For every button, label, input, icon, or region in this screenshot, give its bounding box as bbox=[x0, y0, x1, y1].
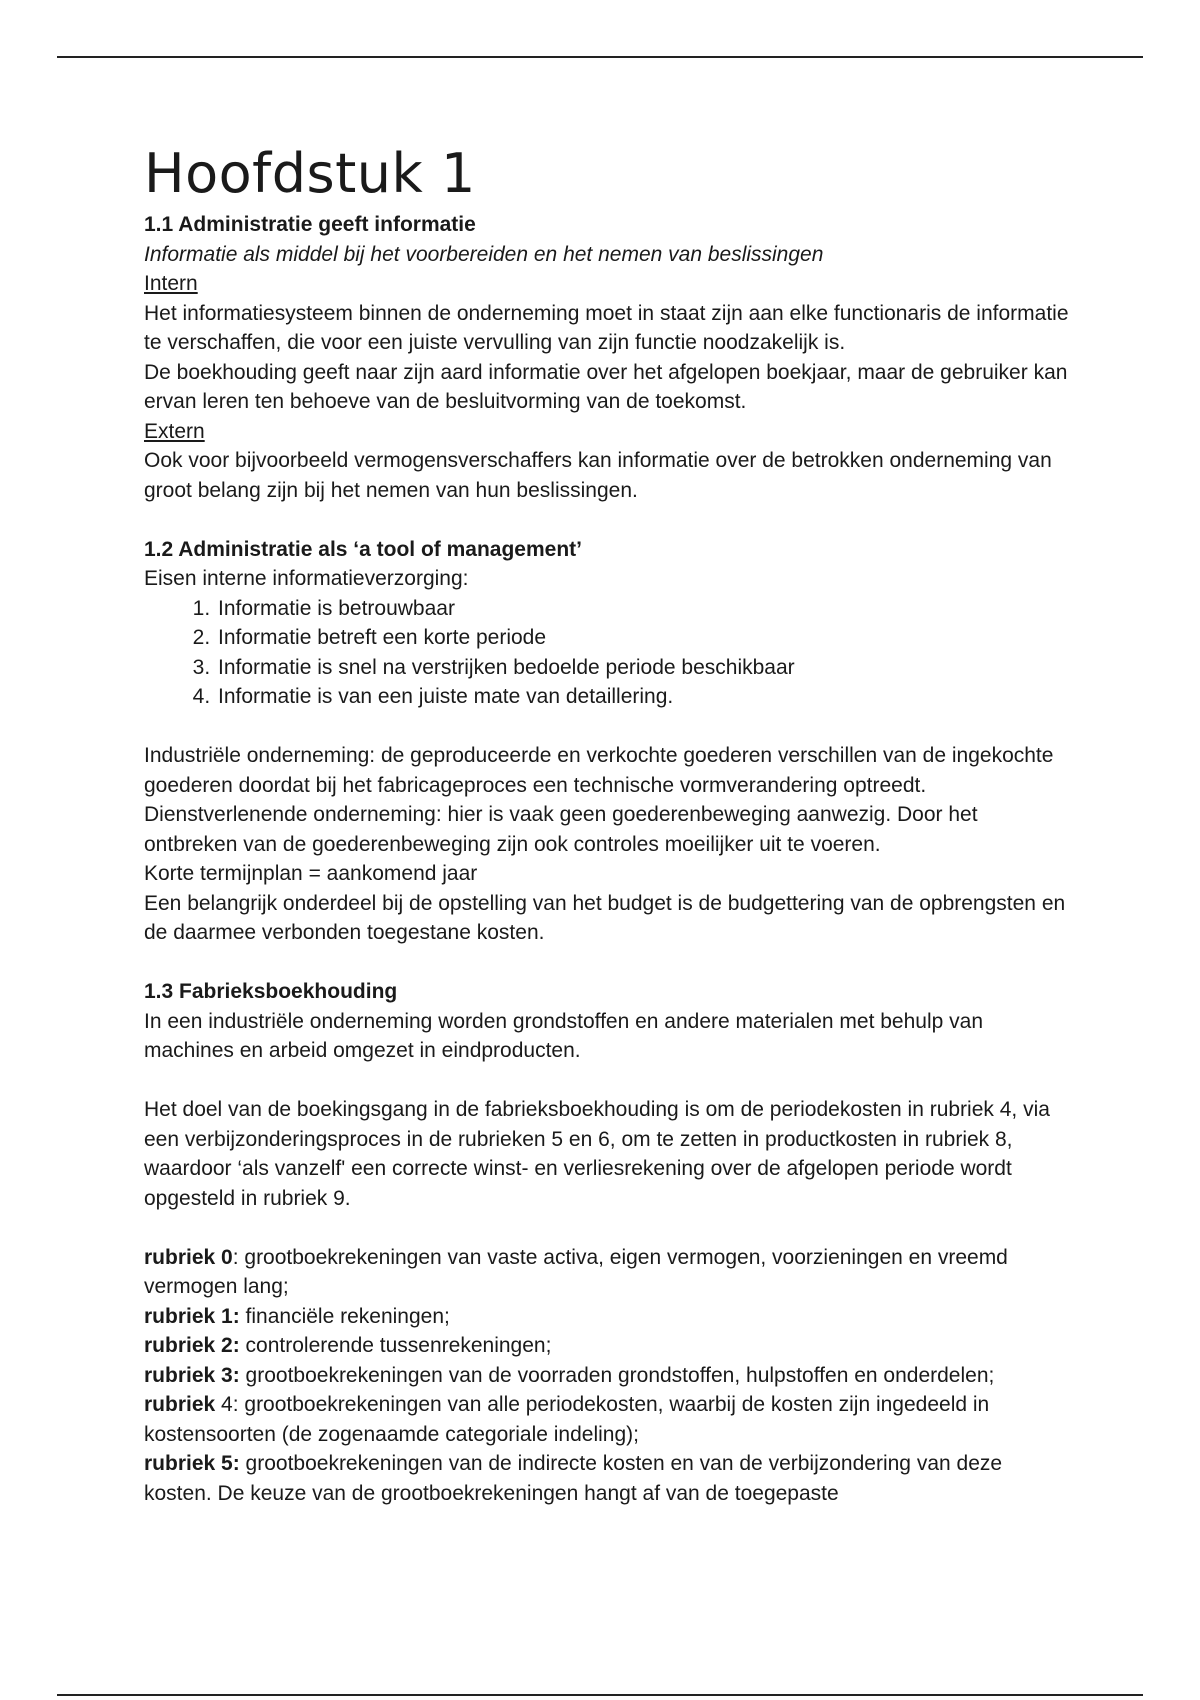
page-title: Hoofdstuk 1 bbox=[144, 142, 476, 205]
rubriek-text: : grootboekrekeningen van vaste activa, eigen vermogen, voorzieningen en vreemd vermogen lang; bbox=[144, 1245, 1008, 1298]
rubriek-0 bbox=[144, 1243, 1074, 1302]
short-term-plan: Korte termijnplan = aankomend jaar bbox=[144, 862, 478, 885]
list-item: 4. Informatie is van een juiste mate van detaillering. bbox=[216, 682, 1074, 712]
rubriek-text: financiële rekeningen; bbox=[239, 1304, 450, 1328]
section-1-subtitle: Informatie als middel bij het voorbereiden en het nemen van beslissingen bbox=[144, 242, 824, 266]
requirements-list bbox=[144, 594, 1074, 712]
section-3-paragraph-1: In een industriële onderneming worden grondstoffen en andere materialen met behulp van machines en arbeid omgezet in eindproducten. bbox=[144, 1009, 984, 1062]
intern-paragraph-1: Het informatiesysteem binnen de onderneming moet in staat zijn aan elke functionaris de informatie te verschaffen, die voor een juiste vervulling van zijn functie noodzakelijk is. bbox=[144, 301, 1069, 354]
section-2-intro: Eisen interne informatieverzorging: bbox=[144, 567, 469, 590]
section-1-heading: 1.1 Administratie geeft informatie bbox=[144, 213, 476, 236]
rubriek-label: rubriek 2: bbox=[144, 1334, 240, 1357]
rubriek-label: rubriek 5: bbox=[144, 1452, 240, 1475]
rubriek-3 bbox=[144, 1361, 1074, 1391]
rubriek-text: 4: grootboekrekeningen van alle periodekosten, waarbij de kosten zijn ingedeeld in kostensoorten (de zogenaamde categoriale indeling); bbox=[144, 1393, 990, 1446]
intern-paragraph-2: De boekhouding geeft naar zijn aard informatie over het afgelopen boekjaar, maar de gebruiker kan ervan leren ten behoeve van de besluitvorming van de toekomst. bbox=[144, 360, 1068, 413]
top-rule bbox=[57, 56, 1143, 58]
list-item: 2. Informatie betreft een korte periode bbox=[216, 623, 1074, 653]
rubriek-label: rubriek 0 bbox=[144, 1245, 233, 1269]
budget-paragraph: Een belangrijk onderdeel bij de opstelling van het budget is de budgettering van de opbrengsten en de daarmee verbonden toegestane kosten. bbox=[144, 891, 1066, 944]
extern-paragraph: Ook voor bijvoorbeeld vermogensverschaffers kan informatie over de betrokken onderneming van groot belang zijn bij het nemen van hun beslissingen. bbox=[144, 449, 1052, 502]
spacer bbox=[144, 1066, 1074, 1096]
bottom-rule bbox=[57, 1694, 1143, 1696]
rubriek-text: grootboekrekeningen van de indirecte kosten en van de verbijzondering van deze kosten. De keuze van de grootboekrekeningen hangt af van de toegepaste bbox=[144, 1452, 1003, 1505]
rubriek-5 bbox=[144, 1449, 1074, 1508]
rubriek-1 bbox=[144, 1302, 1074, 1332]
rubriek-label: rubriek bbox=[144, 1393, 216, 1416]
spacer bbox=[144, 712, 1074, 742]
rubriek-label: rubriek 1: bbox=[144, 1304, 240, 1328]
spacer bbox=[144, 505, 1074, 535]
rubriek-2 bbox=[144, 1331, 1074, 1361]
list-item: 1. Informatie is betrouwbaar bbox=[216, 594, 1074, 624]
spacer bbox=[144, 948, 1074, 978]
rubriek-text: grootboekrekeningen van de voorraden grondstoffen, hulpstoffen en onderdelen; bbox=[239, 1363, 995, 1387]
spacer bbox=[144, 1213, 1074, 1243]
rubriek-4 bbox=[144, 1390, 1074, 1449]
section-2-heading: 1.2 Administratie als ‘a tool of management’ bbox=[144, 537, 582, 561]
section-3-heading: 1.3 Fabrieksboekhouding bbox=[144, 980, 398, 1003]
section-3-paragraph-2: Het doel van de boekingsgang in de fabrieksboekhouding is om de periodekosten in rubriek 4, via een verbijzonderingsproces in de rubrieken 5 en 6, om te zetten in productkosten in rubriek 8, waardoor ‘als vanzelf' een correcte winst- en verliesrekening over de afgelopen periode wordt opgesteld in rubriek 9. bbox=[144, 1098, 1050, 1210]
extern-label: Extern bbox=[144, 419, 205, 443]
intern-label: Intern bbox=[144, 272, 198, 295]
list-item: 3. Informatie is snel na verstrijken bedoelde periode beschikbaar bbox=[216, 653, 1074, 683]
service-paragraph: Dienstverlenende onderneming: hier is vaak geen goederenbeweging aanwezig. Door het ontbreken van de goederenbeweging zijn ook controles moeilijker uit te voeren. bbox=[144, 803, 978, 856]
rubriek-label: rubriek 3: bbox=[144, 1363, 240, 1387]
industrial-paragraph: Industriële onderneming: de geproduceerde en verkochte goederen verschillen van de ingekochte goederen doordat bij het fabricageproces een technische vormverandering optreedt. bbox=[144, 744, 1054, 797]
rubriek-text: controlerende tussenrekeningen; bbox=[239, 1334, 552, 1357]
document-body bbox=[144, 140, 1074, 1508]
